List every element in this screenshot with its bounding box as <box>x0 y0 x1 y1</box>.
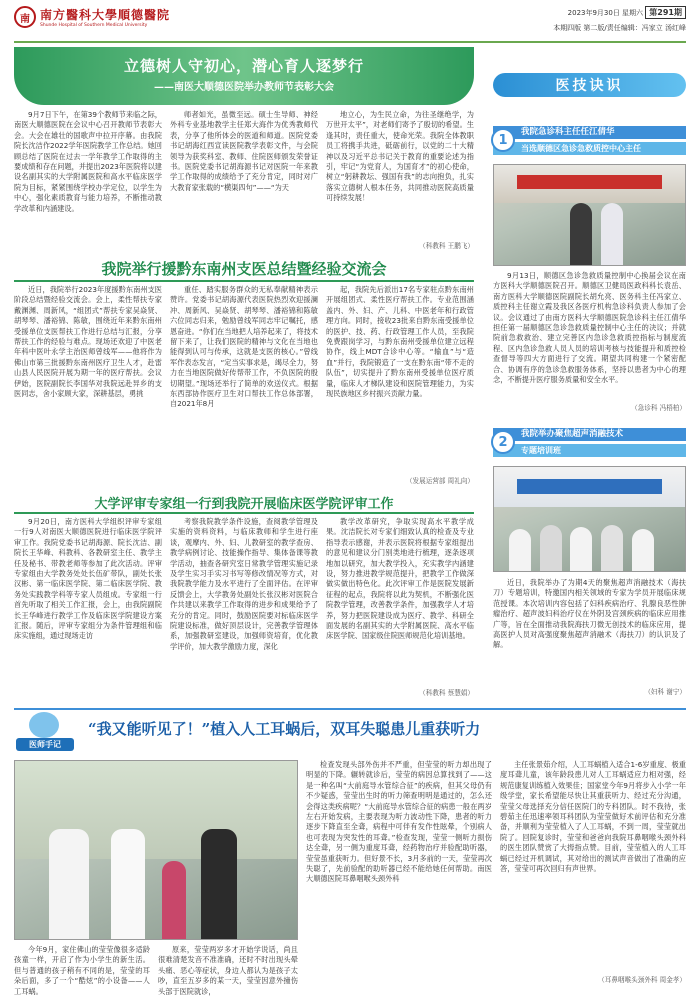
article1-col1: 9月7日下午，在第39个教师节来临之际，南医大顺德医院在会议中心召开教师节表彰大会。大会在雄壮的国歌声中拉开序幕。由我院院长沈洁作2022学年医院教学工作总结。她回顾总结了医院在过去一学年教学工作取得的主要成绩和存在问题，并提出2023年医院将以建设名副其实的大学附属医院和高水平临床医学院为目标，紧紧围绕学校办学定位，以学生为中心，强化素质教育与能力培养，不断推动教学改革和内涵建设。 <box>14 110 162 213</box>
article2-col1: 近日，我院举行2023年度援黔东南州支医阶段总结暨经验交流会。会上，柔性帮扶专家戴渊渊、周新风，“组团式”帮扶专家吴焱贤、胡琴琴、潘裕锦、陈敏，围绕近年来黔东南州受援单位支医帮扶工作进行总结与汇报，分享帮扶工作的经验与难点。现场还欢迎了中医老年科中医叶永学主治医师曾线军——他将作为佛山市第三批援黔东南州医疗卫生人才，赴雷山县人民医院开展为期一年的医疗帮扶。会议伊始，医院副院长李国华对我院远赴异乡的支医同志，舍小家顾大家，深耕基层，勇挑 <box>14 285 162 399</box>
article3-signature: （科教科 蔡慧娟） <box>419 689 474 697</box>
article2-col3: 起，我院先后派出17名专家驻点黔东南州开展组团式、柔性医疗帮扶工作。专业范围涵盖内、外、妇、产、儿科、中医老年和行政管理方向。同时，接收23批来自黔东南受援单位的医护、技、药、行政管理工作人员，至我院免费跟岗学习，与黔东南州受援单位建立远程协作，线上MDT合诊中心等。“输血”与“造血”并行，我院锻造了一支在黔东南“带不走的队伍”，切实提升了黔东南州受援单位医疗质量，临床人才梯队建设和医院管理能力，为实现民族地区乡村振兴贡献力量。 <box>326 285 474 399</box>
article4-top-rule <box>14 708 686 710</box>
article2-title: 我院举行援黔东南州支医总结暨经验交流会 <box>101 260 387 278</box>
issue-info <box>446 6 686 33</box>
sec1-line1: 我院急诊科主任任江倩华 <box>493 126 686 139</box>
article1-col2: 师者如光，虽微至远。硕士生导师、神经外科专业基地教学主任郑大海作为优秀教师代表，分享了他所体会的医道和师道。医院党委书记胡海红西宣读医院教学表彰文件，与会院领导为获奖科室、教师、住院医师颁发荣誉证书。医院党委书记胡海源书记对医院一年来教学工作取得的成绩给予了充分肯定，同时对广大教育家张载的“横渠四句”——“为天 <box>170 110 318 192</box>
doctor-notes-label: 医师手记 <box>16 738 74 751</box>
article3-col3: 教学改革研究，争取实现高水平教学成果。沈洁院长对专家们细致认真的检查及专业指导表示感谢，并表示医院将根据专家组提出的意见和建议分门别类地进行梳理，逐条逐项地加以研究，加大教学投入，充实教学内涵建设，努力推进教学规范提升，把教学工作做深做实做出特色化。此次评审工作是医院发展新征程的起点，我院将以此为契机，不断强化医院教学管理，改善教学条件，加强教学人才培养，努力把医院建设成为医疗、教学、科研全面发展的名副其实的大学附属医院、高水平临床医学院、国家级住院医师规范化培训基地。 <box>326 517 474 641</box>
article3-col1: 9月20日，南方医科大学组织评审专家组一行9人对南医大顺德医院进行临床医学院评审工作。我院党委书记胡海源、院长沈洁、副院长王华峰、科教科、各教研室主任、教学主任及秘书、带教老师等参加了此次活动。评审专家组由大学教务处处长伍矿带队，副处长张汉彬、第一临床医学院、第二临床医学院、教务处实践教学科等专家人员组成。专家组一行首先听取了相关工作汇报，会上，由我院副院长王华峰进行教学工作及临床医学院建设方案汇报。随后，评审专家组分为条件管理组和临床实施组，通过现场走访 <box>14 517 162 641</box>
sec2-line2: 专题培训班 <box>493 444 686 457</box>
yiji-section1-header <box>493 126 686 156</box>
article3-title: 大学评审专家组一行到我院开展临床医学院评审工作 <box>94 497 394 512</box>
article4-col1: 今年9月，家住佛山的莹莹像很多适龄孩童一样，开启了作为小学生的新生活。但与普通的孩子稍有不同的是，莹莹的耳朵后面，多了一个“酷炫”的小设备——人工耳蜗。 <box>14 945 150 996</box>
masthead-logo <box>14 4 204 30</box>
yiji-section2-header <box>493 428 686 458</box>
article1-banner <box>14 47 474 105</box>
article4-col4: 主任张景茹介绍，人工耳蜗植入适合1-6岁重度、极重度耳聋儿童，该年龄段患儿对人工耳蜗适应力相对强，经规范康复训练植入效果佳；国家堂今年9月将步入小学一年级学堂，家长希望能尽快让其重获听力、经过充分沟通，莹莹父母选择充分信任医院门的专科团队。时不我待，张碧茹主任迅速率领耳科团队为莹莹做好术前评估和充分准备，并顺利为莹莹植入了人工耳蜗，不到一周，莹莹就出院了。回院复诊时，莹莹和爸爸向我院耳鼻咽喉头颈外科的医生团队赞赏了大拇指点赞。目前，莹莹植入的人工耳蜗已经过开机调试，其对给出的测试声音做出了准确的应答，莹莹可再次回归有声世界。 <box>500 760 686 874</box>
article4-col3: 检查发现头部外伤并不严重，但莹莹的听力却出现了明显的下降。辗转就诊后，莹莹的病因总算找到了——这是一种名叫“大前庭导水管综合征”的疾病，但其父母仍有不少疑惑，莹莹出生时的听力筛查明明是通过的，怎么还会得这类疾病呢？“大前庭导水管综合征的病患一般在两岁左右开始发病，主要表现为听力波动性下降，患者的听力逐步下降直至全聋，病程中可伴有发作性眩晕，个别病人也可表现为突发性的耳聋。”检查发现，莹莹一侧听力损伤达全聋，另一侧为重度耳聋，经药物治疗并验配助听器，莹莹虽重获听力。但好景不长，3月多前的一天，莹莹再次失聪了，先前验配的助听器已经不能给她任何帮助。南医大顺德医院耳鼻咽喉头颈外科 <box>306 760 492 884</box>
doctor-avatar-icon <box>29 712 59 738</box>
doctor-notes-badge <box>16 712 74 752</box>
article4-photo <box>14 760 298 940</box>
editor-line: 本期四版 第二版/责任编辑：冯家立 汤红峰 <box>553 24 686 32</box>
issue-number: 第291期 <box>645 6 686 19</box>
article1-title: 立德树人守初心，潜心育人逐梦行 <box>123 57 364 75</box>
hospital-name-en: Shunde Hospital of Southern Medical University <box>40 23 148 28</box>
issue-date: 2023年9月30日 星期六 <box>567 9 644 17</box>
sec2-line1: 我院举办聚焦超声消融技术 <box>493 428 686 441</box>
sec2-group-photo <box>493 466 686 572</box>
sec2-number-badge: 2 <box>491 430 515 454</box>
hospital-emblem-icon: 南 <box>14 6 36 28</box>
article3-rule <box>14 512 474 514</box>
sec1-signature: （急诊科 冯梧柏） <box>631 404 686 412</box>
sec1-number-badge: 1 <box>491 128 515 152</box>
article2-rule <box>14 280 474 282</box>
sec2-body: 近日，我院举办了为期4天的聚焦超声消融技术（海扶刀）专题培训，特邀国内相关领域的专家为学员开展临床规范授课。本次培训内容包括了妇科疾病治疗、乳腺良恶性肿瘤治疗、超声波妇科治疗仪在外阴及宫颈疾病的临床应用推广等，旨在全面推动我院海扶刀微无创技术的临床应用，提高医护人员对高强度聚焦超声消融术（海扶刀）的认识及了解。 <box>493 578 686 650</box>
sec2-signature: （妇科 谢宁） <box>644 688 686 696</box>
article4-col2: 原来，莹莹两岁多才开始学说话，尚且很难清楚发音不准准确，还时不时出现头晕头痛、恶心等症状，身边人都认为是孩子太吵，直至五岁多的某一天，莹莹因意外撞伤头部于医院就诊， <box>158 945 298 996</box>
article4-signature: （耳鼻咽喉头颈外科 周金孝） <box>598 976 686 984</box>
article4-title: “我又能听见了！”植入人工耳蜗后，双耳失聪患儿重获听力 <box>88 720 481 738</box>
article1-subtitle: ——南医大顺德医院举办教师节表彰大会 <box>154 82 334 93</box>
yiji-heading: 医技诀识 <box>493 73 686 97</box>
header-divider <box>14 41 686 43</box>
sec1-line2: 当选顺德区急诊急救质控中心主任 <box>493 142 686 155</box>
sec1-award-photo <box>493 164 686 266</box>
article3-col2: 考察我院教学条件设施，查阅教学管理及实施的资料资料，与临床教师和学生进行座谈，观摩内、外、妇、儿教研室的教学查房、教学病例讨论、技能操作指导、集体备课等教学活动，抽查各研究室日常教学管理实施记录及学生实习手实习书写等修改情况等方式，对我院教学能力及水平进行了全面评估。在评审反馈会上，大学教务处副处长张汉彬对医院合作共建以来教学工作取得的进步和成果给予了充分的肯定。同时，鼓励医院要对标临床医学院建设标准，做好顶层设计，完善教学管理体系，加强教研室建设，加强师资培育，优化教学评价，加大教学激励力度，深化 <box>170 517 318 651</box>
hospital-name-cn: 南方醫科大學順德醫院 <box>40 8 171 22</box>
article1-signature: （科教科 王鹏飞） <box>419 242 474 250</box>
article2-col2: 重任、踏实服务群众的无私奉献精神表示赞许。党委书记胡海源代表医院热烈欢迎援澜冲、周新风、吴焱贤、胡琴琴、潘裕锦和陈敏六位同志归来，勉励曾线军同志牢记嘱托，感恩奋进。“你们在当地把人培养起来了，将技术留下来了，让我们医院的精神与文化在当地也能得到认可与传承，这就是支医的核心。”曾线军作表态发言，“定当实事求是，竭尽全力，努力在当地医院做好传帮带工作，不负医院的殷切期望。”现场还举行了简单的欢送仪式。根据东西部协作医疗卫生对口帮扶工作总体部署，自2021年8月 <box>170 285 318 409</box>
sec1-body: 9月13日，顺德区急诊急救质量控制中心换届会议在南方医科大学顺德医院召开。顺德区卫健局医政科科长袁岳、南方医科大学顺德医院副院长胡允亮、医务科主任冯家立、质控科主任谢立霞及我区各医疗机构急诊科负责人参加了会议。会议通过了由南方医科大学顺德医院急诊科主任江倩华担任第一届顺德区急诊急救质量控制中心主任的决议；并就院前急救救治、建立完善区内急诊急救质控指标与制度流程、区内急诊急救人员人员的培训考核与技能提升和质控检查督导等四大方面进行了交流。期望共同构建一个紧密配合、协调有序的急诊急救服务体系，坚持以患者为中心的理念，不断提升医疗服务质量和安全水平。 <box>493 271 686 385</box>
article2-signature: （发展运营部 周礼向） <box>405 477 474 485</box>
article1-col3: 地立心，为生民立命，为往圣继绝学，为万世开太平”，对老师们寄予了殷切的希望。生逢其时，责任重大，使命光荣。我院全体教职员工将携手共进，砥砺前行，以党的二十大精神以及习近平总书记关于教育的重要论述为指引，牢记“为党育人，为国育才”的初心使命，树立“躬耕教坛、强国有我”的志向抱负，扎实落实立德树人根本任务，共同推动医院高质量可持续发展！ <box>326 110 474 203</box>
